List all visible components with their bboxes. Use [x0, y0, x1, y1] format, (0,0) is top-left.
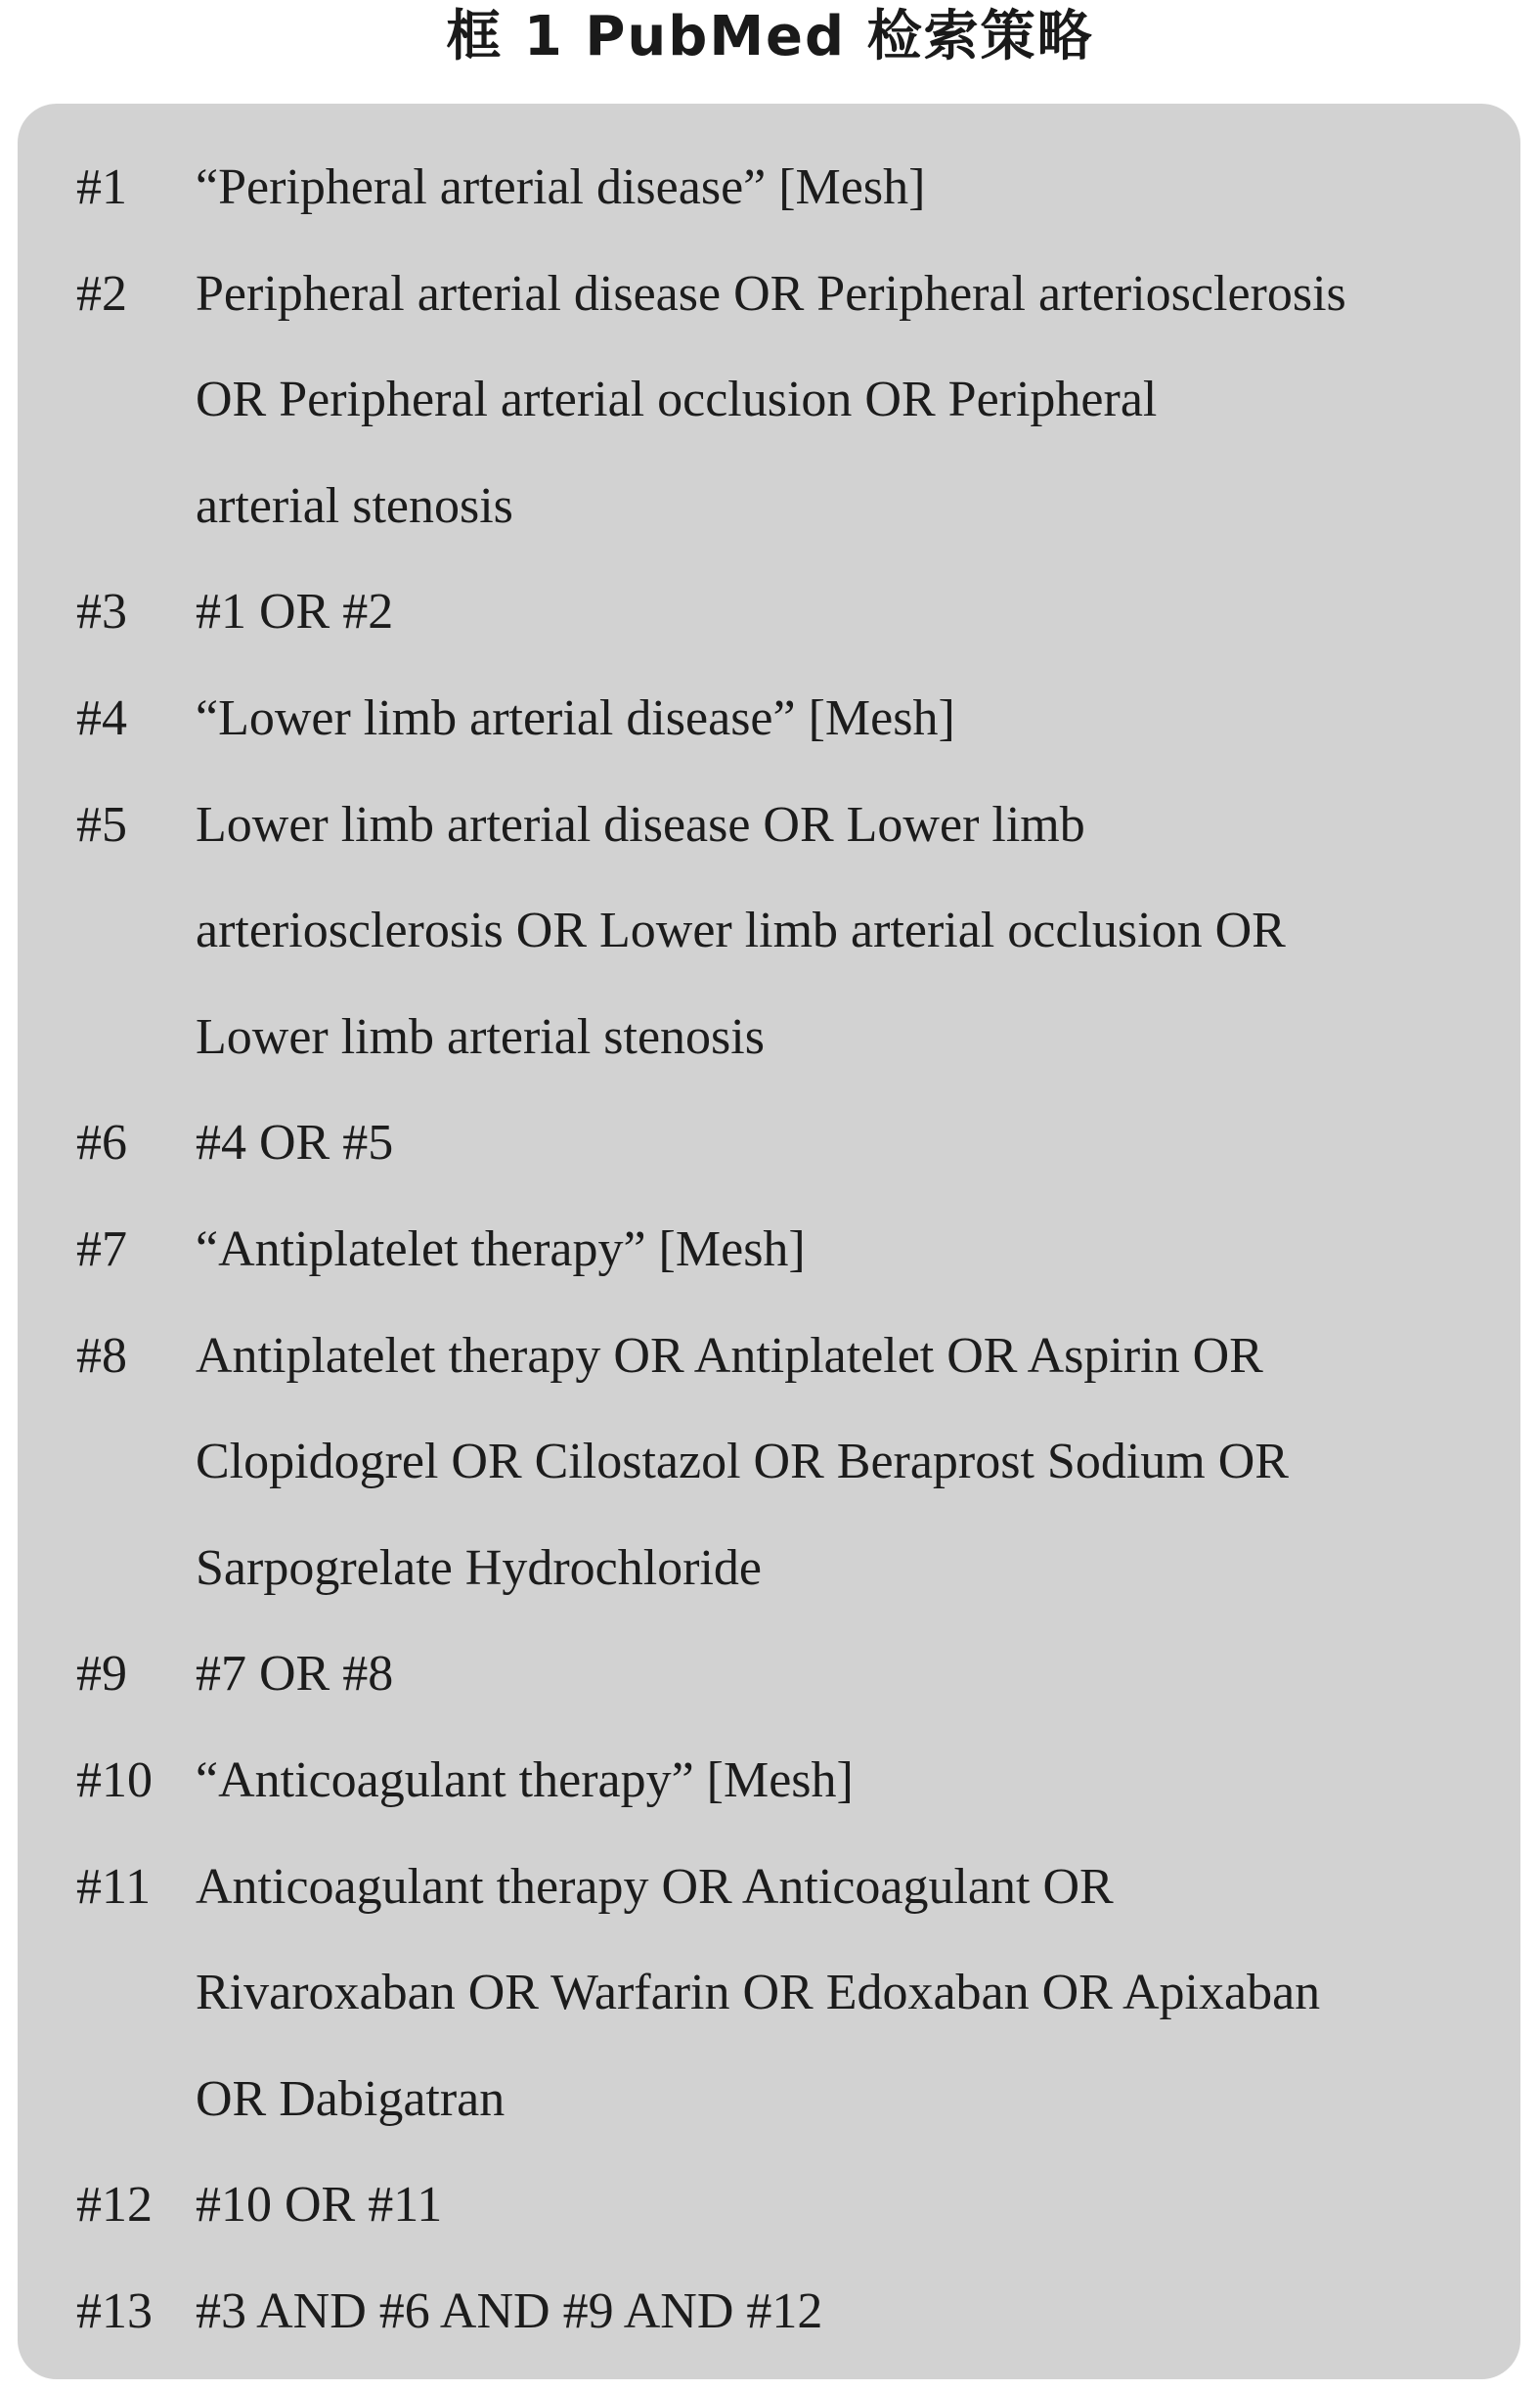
entry-number: #9: [76, 1646, 127, 1703]
entry-number: #12: [76, 2177, 153, 2234]
entry-query: [196, 559, 1496, 666]
query-line: Lower limb arterial stenosis: [196, 1008, 765, 1065]
entry-number: #3: [76, 584, 127, 641]
query-line: #3 AND #6 AND #9 AND #12: [196, 2282, 823, 2339]
entry-query: [196, 2152, 1496, 2259]
query-line: “Anticoagulant therapy” [Mesh]: [196, 1751, 854, 1808]
query-line: arteriosclerosis OR Lower limb arterial occlusion OR: [196, 903, 1286, 959]
strategy-entry-3: [18, 559, 1520, 666]
entry-query: [196, 1728, 1496, 1835]
query-line: Lower limb arterial disease OR Lower limb: [196, 796, 1085, 853]
query-line: OR Dabigatran: [196, 2070, 506, 2127]
entry-number: #13: [76, 2282, 153, 2339]
entry-number: #5: [76, 796, 127, 853]
query-line: “Lower limb arterial disease” [Mesh]: [196, 689, 955, 746]
entry-query: [196, 666, 1496, 773]
strategy-entry-2: [18, 242, 1520, 560]
query-line: OR Peripheral arterial occlusion OR Peripheral: [196, 372, 1158, 428]
strategy-entry-12: [18, 2152, 1520, 2259]
query-line: Sarpogrelate Hydrochloride: [196, 1539, 763, 1596]
entry-query: [196, 1304, 1496, 1622]
query-line: Rivaroxaban OR Warfarin OR Edoxaban OR Apixaban: [196, 1965, 1321, 2021]
strategy-entry-5: [18, 773, 1520, 1091]
entry-number: #10: [76, 1751, 153, 1808]
query-line: Peripheral arterial disease OR Peripheral arteriosclerosis: [196, 265, 1346, 322]
entry-number: #1: [76, 159, 127, 215]
query-line: #10 OR #11: [196, 2177, 443, 2234]
entry-query: [196, 1835, 1496, 2153]
entry-query: [196, 242, 1496, 560]
strategy-entry-1: [18, 135, 1520, 242]
strategy-entry-13: [18, 2259, 1520, 2366]
query-line: #4 OR #5: [196, 1115, 394, 1172]
query-line: “Peripheral arterial disease” [Mesh]: [196, 159, 926, 215]
entry-number: #4: [76, 689, 127, 746]
entry-query: [196, 135, 1496, 242]
entry-query: [196, 1621, 1496, 1728]
entry-number: #11: [76, 1858, 152, 1915]
strategy-entry-8: [18, 1304, 1520, 1622]
entry-number: #6: [76, 1115, 127, 1172]
strategy-entry-7: [18, 1197, 1520, 1304]
page-title: 框 1 PubMed 检索策略: [446, 5, 1094, 68]
strategy-entry-6: [18, 1090, 1520, 1197]
strategy-entry-9: [18, 1621, 1520, 1728]
query-line: #1 OR #2: [196, 584, 394, 641]
query-line: Clopidogrel OR Cilostazol OR Beraprost Sodium OR: [196, 1434, 1289, 1490]
query-line: Anticoagulant therapy OR Anticoagulant OR: [196, 1858, 1114, 1915]
query-line: #7 OR #8: [196, 1646, 394, 1703]
query-line: “Antiplatelet therapy” [Mesh]: [196, 1220, 806, 1277]
query-line: Antiplatelet therapy OR Antiplatelet OR Aspirin OR: [196, 1327, 1263, 1384]
entry-query: [196, 1197, 1496, 1304]
entry-number: #8: [76, 1327, 127, 1384]
query-line: arterial stenosis: [196, 477, 513, 534]
entry-number: #7: [76, 1220, 127, 1277]
strategy-entry-10: [18, 1728, 1520, 1835]
search-strategy-box: [18, 104, 1520, 2379]
entry-query: [196, 773, 1496, 1091]
strategy-entry-4: [18, 666, 1520, 773]
entry-query: [196, 2259, 1496, 2366]
strategy-entry-11: [18, 1835, 1520, 2153]
entry-query: [196, 1090, 1496, 1197]
entry-number: #2: [76, 265, 127, 322]
